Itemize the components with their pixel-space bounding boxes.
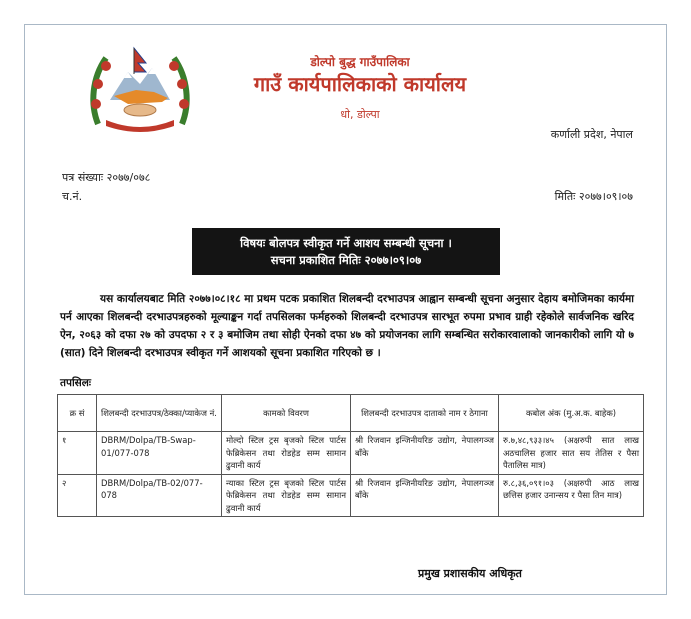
patra-sankhya: पत्र संख्याः २०७७/०७८ — [62, 171, 151, 184]
row-bidder: श्री रिजवान इन्जिनीयरिङ उद्योग, नेपालगञ्ज बाँके — [351, 474, 499, 517]
header-work: कामको विवरण — [222, 395, 351, 432]
header-amount: कबोल अंक (मु.अ.क. बाहेक) — [499, 395, 644, 432]
subject-box — [192, 228, 500, 275]
row-amount: रु.७,४८,९३३।४५ (अक्षरुपी सात लाख अठचालिस हजार सात सय तेतिस र पैसा पैतालिस मात्र) — [499, 432, 644, 475]
date-label: मितिः २०७७।०९।०७ — [554, 190, 633, 203]
row-ref: DBRM/Dolpa/TB-Swap-01/077-078 — [97, 432, 222, 475]
tapsil-label: तपसिलः — [60, 377, 92, 389]
row-sn: २ — [58, 474, 97, 517]
header-ref: शिलबन्दी दरभाउपत्र/ठेक्का/प्याकेज नं. — [97, 395, 222, 432]
municipality-name: डोल्पो बुद्ध गाउँपालिका — [310, 55, 410, 69]
header-sn: क्र सं — [58, 395, 97, 432]
row-sn: १ — [58, 432, 97, 475]
chalani-number: च.नं. — [62, 190, 83, 203]
row-bidder: श्री रिजवान इन्जिनीयरिङ उद्योग, नेपालगञ्ज बाँके — [351, 432, 499, 475]
nepal-government-emblem-icon — [88, 44, 192, 132]
office-title: गाउँ कार्यपालिकाको कार्यालय — [253, 72, 467, 96]
subject-line-1: विषयः बोलपत्र स्वीकृत गर्ने आशय सम्बन्धी सूचना । — [240, 236, 452, 250]
row-ref: DBRM/Dolpa/TB-02/077-078 — [97, 474, 222, 517]
row-work: मोल्दो स्टिल ट्रस बृजको स्टिल पार्टस फेब्रिकेसन तथा रोडहेड सम्म सामान ढुवानी कार्य — [222, 432, 351, 475]
row-work: न्याका स्टिल ट्रस बृजको स्टिल पार्टस फेब्रिकेसन तथा रोडहेड सम्म सामान ढुवानी कार्य — [222, 474, 351, 517]
row-amount: रु.८,३६,०९१।०३ (अक्षरुपी आठ लाख छत्तिस हजार उनान्सय र पैसा तिन मात्र) — [499, 474, 644, 517]
province-label: कर्णाली प्रदेश, नेपाल — [550, 128, 633, 141]
table-header-row — [58, 395, 644, 432]
bid-table — [57, 394, 644, 517]
signature-title: प्रमुख प्रशासकीय अधिकृत — [418, 567, 522, 580]
notice-body: यस कार्यालयबाट मिति २०७७।०८।१८ मा प्रथम पटक प्रकाशित शिलबन्दी दरभाउपत्र आह्वान सम्बन्धी सूचना अनुसार देहाय बमोजिमका कार्यमा पर्न आएका शिलबन्दी दरभाउपत्रहरुको मूल्याङ्कन गर्दा तपसिलका फर्महरुको शिलबन्दी दरभाउपत्र सारभूत रुपमा प्रभाव ग्राही रहेकोले सार्वजनिक खरिद ऐन, २०६३ को दफा २७ को उपदफा २ र ३ बमोजिम तथा सोही ऐनको दफा ४७ को प्रयोजनका लागि सम्बन्धित सरोकारवालाको जानकारीको लागि यो ७ (सात) दिने शिलबन्दी दरभाउपत्र स्वीकृत गर्ने आशयको सूचना प्रकाशित गरिएको छ । — [60, 293, 634, 359]
subject-line-2: सचना प्रकाशित मितिः २०७७।०९।०७ — [270, 253, 422, 267]
table-row — [58, 474, 644, 517]
office-address: धो, डोल्पा — [340, 108, 380, 121]
header-bidder: शिलबन्दी दरभाउपत्र दाताको नाम र ठेगाना — [351, 395, 499, 432]
table-row — [58, 432, 644, 475]
